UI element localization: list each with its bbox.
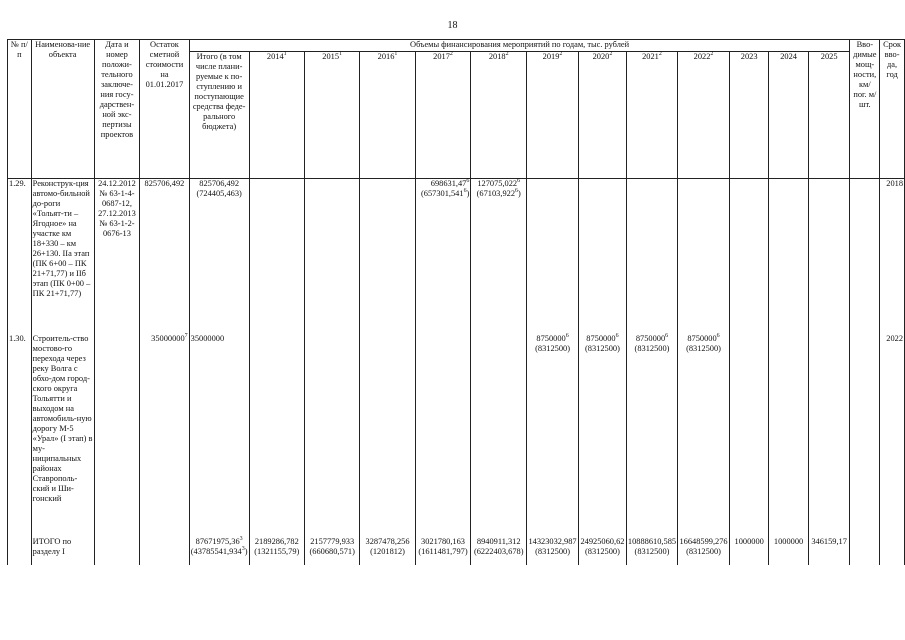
row-date: [94, 334, 140, 537]
header-group: Объемы финансирования мероприятий по годам, тыс. рублей: [189, 40, 850, 52]
header-year: 2021$^2$: [626, 52, 677, 179]
financing-table: [7, 39, 905, 565]
header-term: Срок вво-да, год: [880, 40, 905, 179]
header-year: 2024: [769, 52, 808, 179]
header-remainder: Остаток сметной стоимости на 01.01.2017: [140, 40, 189, 179]
row-name: Реконструк-ция автомо-бильной до-роги «Тольят-ти – Ягодное» на участке км 18+330 – км 26+130. IIа этап (ПК 6+00 – ПК 21+71,77) и IIб этап (ПК 0+00 – ПК 21+71,77): [31, 179, 94, 335]
row-cell-2020: 8750000$^6$ (8312500): [579, 334, 627, 537]
row-remainder: 825706,492: [140, 179, 189, 335]
row-cell: [579, 179, 627, 335]
header-year: 2014$^1$: [249, 52, 304, 179]
totals-2025: 346159,17: [808, 537, 850, 565]
header-year: 2023: [729, 52, 768, 179]
totals-2015: 2157779,933 (660680,571): [304, 537, 359, 565]
row-cell: [850, 537, 880, 565]
row-term: 2022: [880, 334, 905, 537]
row-total: 35000000: [189, 334, 249, 537]
header-name: Наименова-ние объекта: [31, 40, 94, 179]
row-term: 2018: [880, 179, 905, 335]
row-remainder: [140, 537, 189, 565]
row-cell-2018: 127075,022$^6$ (67103,922$^6$): [471, 179, 527, 335]
totals-row: [8, 537, 905, 565]
row-cell: [415, 334, 471, 537]
row-num: 1.29.: [8, 179, 32, 335]
row-remainder: 35000000$^7$: [140, 334, 189, 537]
row-cell: [304, 179, 359, 335]
row-num: [8, 537, 32, 565]
header-date: Дата и номер положи-тельного заключе-ния госу-дарствен-ной экс-пертизы проектов: [94, 40, 140, 179]
header-year: 2015$^1$: [304, 52, 359, 179]
row-cell: [850, 334, 880, 537]
row-date: [94, 537, 140, 565]
row-name: Строитель-ство мостово-го перехода через реку Волга с обхо-дом город-ского округа Тольятти и выходом на автомобиль-ную дорогу М-5 «Урал» (I этап) в му-ниципальных районах Ставрополь-ский и Ши-гонский: [31, 334, 94, 537]
row-cell: [808, 179, 850, 335]
row-num: 1.30.: [8, 334, 32, 537]
row-cell: [304, 334, 359, 537]
row-cell: [729, 334, 768, 537]
row-cell: [471, 334, 527, 537]
totals-2021: 10888610,585 (8312500): [626, 537, 677, 565]
totals-2016: 3287478,256 (1201812): [360, 537, 415, 565]
totals-label: ИТОГО по разделу I: [31, 537, 94, 565]
page-number: 18: [447, 20, 458, 31]
table-row: [8, 334, 905, 537]
row-cell: [249, 179, 304, 335]
row-cell-2017: 698631,47$^6$ (657301,541$^6$): [415, 179, 471, 335]
row-cell: [626, 179, 677, 335]
table-row: [8, 179, 905, 335]
totals-2023: 1000000: [729, 537, 768, 565]
row-cell-2019: 8750000$^6$ (8312500): [527, 334, 579, 537]
row-total: 825706,492 (724405,463): [189, 179, 249, 335]
row-date: 24.12.2012 № 63-1-4-0687-12, 27.12.2013 № 63-1-2-0676-13: [94, 179, 140, 335]
header-year: 2016$^1$: [360, 52, 415, 179]
row-cell: [678, 179, 730, 335]
row-cell: [880, 537, 905, 565]
row-cell: [769, 334, 808, 537]
header-year: 2020$^2$: [579, 52, 627, 179]
row-cell: [527, 179, 579, 335]
totals-2024: 1000000: [769, 537, 808, 565]
header-num: № п/п: [8, 40, 32, 179]
totals-total: 87671975,36$^3$ (43785541,934$^3$): [189, 537, 249, 565]
header-year: 2018$^2$: [471, 52, 527, 179]
row-cell: [850, 179, 880, 335]
totals-2022: 16648599,276 (8312500): [678, 537, 730, 565]
row-cell-2021: 8750000$^6$ (8312500): [626, 334, 677, 537]
header-year: 2025: [808, 52, 850, 179]
row-cell: [360, 179, 415, 335]
row-cell: [808, 334, 850, 537]
totals-2019: 14323032,987 (8312500): [527, 537, 579, 565]
header-year: 2022$^2$: [678, 52, 730, 179]
totals-2018: 8940911,312 (6222403,678): [471, 537, 527, 565]
row-cell: [729, 179, 768, 335]
row-cell-2022: 8750000$^6$ (8312500): [678, 334, 730, 537]
row-cell: [769, 179, 808, 335]
totals-2014: 2189286,782 (1321155,79): [249, 537, 304, 565]
row-cell: [360, 334, 415, 537]
row-cell: [249, 334, 304, 537]
header-capacity: Вво-димые мощ-ности, км/ пог. м/шт.: [850, 40, 880, 179]
header-total: Итого (в том числе плани-руемые к по-ступлению и поступающие средства феде-рального бюджета): [189, 52, 249, 179]
totals-2017: 3021780,163 (1611481,797): [415, 537, 471, 565]
header-year: 2019$^2$: [527, 52, 579, 179]
totals-2020: 24925060,62 (8312500): [579, 537, 627, 565]
header-year: 2017$^2$: [415, 52, 471, 179]
